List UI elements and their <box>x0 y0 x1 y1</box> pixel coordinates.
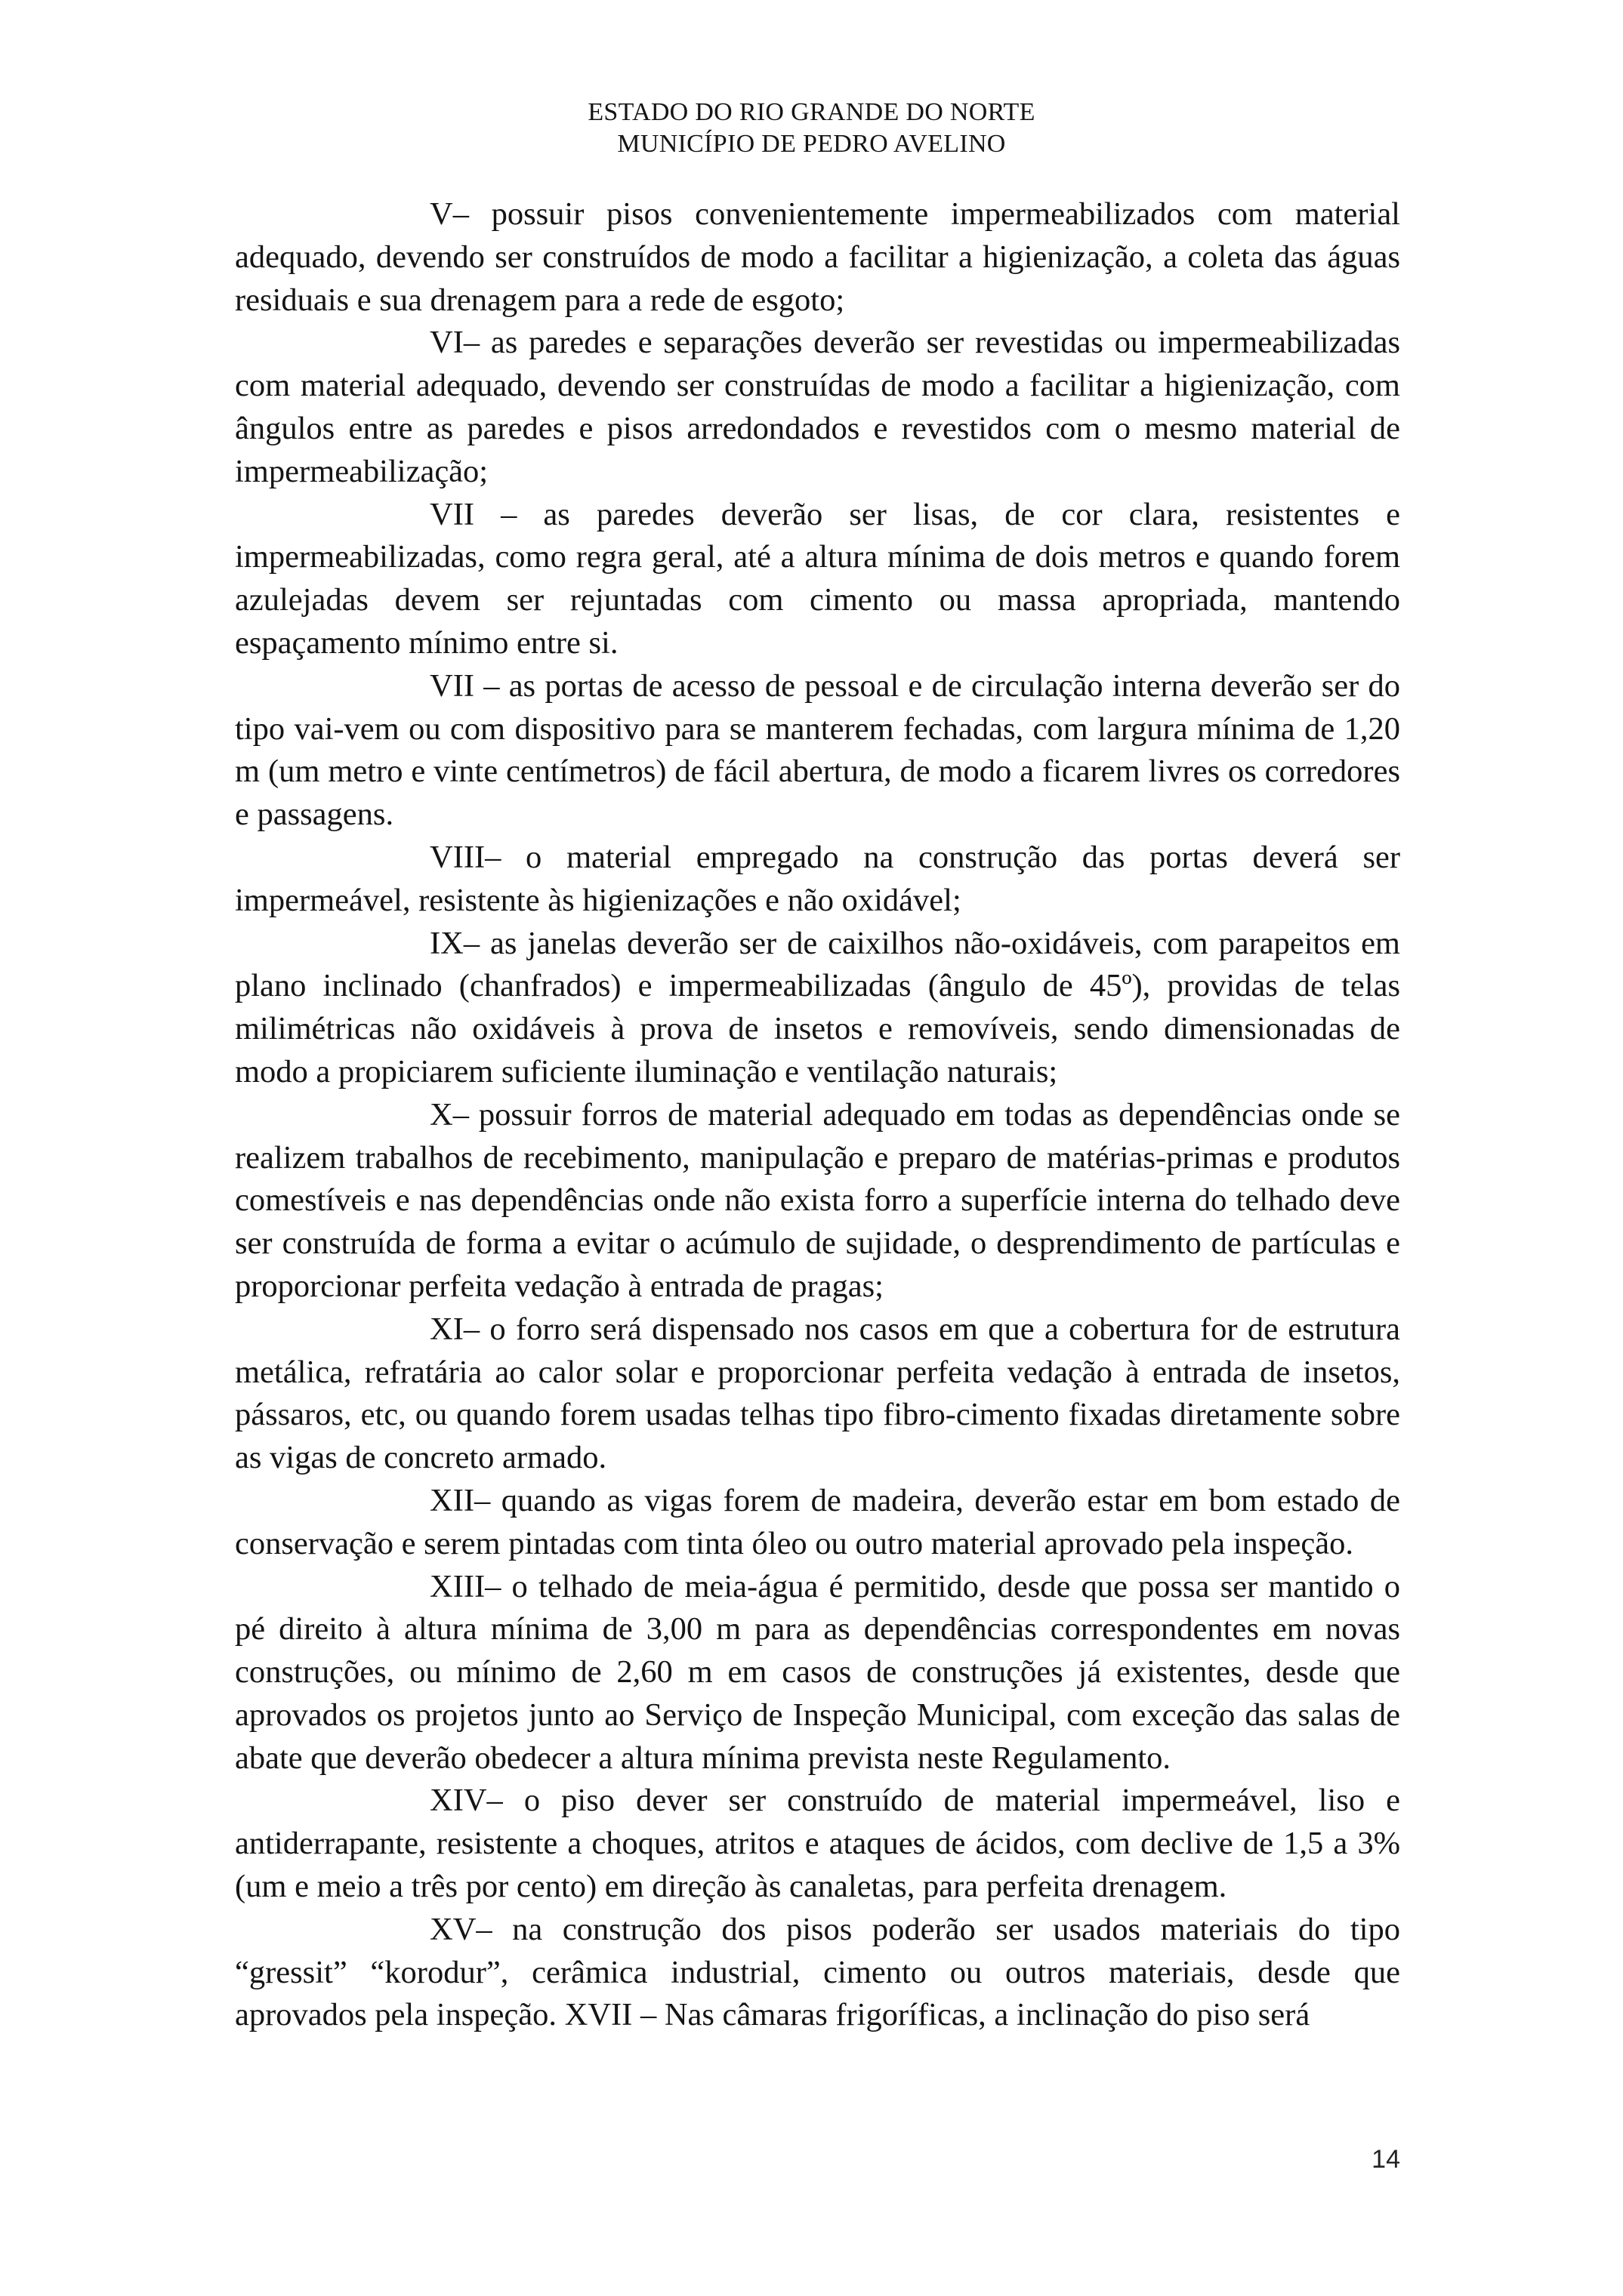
paragraph-item-xv: XV– na construção dos pisos poderão ser usados materiais do tipo “gressit” “korodur”, cerâmica industrial, cimento ou outros materiais, desde que aprovados pela inspeção. XVII – Nas câmaras frigoríficas, a inclinação do piso será <box>235 1911 1400 2033</box>
paragraph-item-viii: VIII– o material empregado na construção das portas deverá ser impermeável, resistente às higienizações e não oxidável; <box>235 839 1400 918</box>
paragraph-item-xiii: XIII– o telhado de meia-água é permitido, desde que possa ser mantido o pé direito à altura mínima de 3,00 m para as dependências correspondentes em novas construções, ou mínimo de 2,60 m em casos de construções já existentes, desde que aprovados os projetos junto ao Serviço de Inspeção Municipal, com exceção das salas de abate que deverão obedecer a altura mínima prevista neste Regulamento. <box>235 1568 1400 1776</box>
paragraph-item-xi: XI– o forro será dispensado nos casos em que a cobertura for de estrutura metálica, refratária ao calor solar e proporcionar perfeita vedação à entrada de insetos, pássaros, etc, ou quando forem usadas telhas tipo fibro-cimento fixadas diretamente sobre as vigas de concreto armado. <box>235 1311 1400 1476</box>
document-header <box>0 97 1623 160</box>
header-state-line: ESTADO DO RIO GRANDE DO NORTE <box>588 98 1035 126</box>
document-body <box>235 193 1400 2037</box>
page-number: 14 <box>1372 2145 1400 2174</box>
paragraph-item-x: X– possuir forros de material adequado em todas as dependências onde se realizem trabalhos de recebimento, manipulação e preparo de matérias-primas e produtos comestíveis e nas dependências onde não exista forro a superfície interna do telhado deve ser construída de forma a evitar o acúmulo de sujidade, o desprendimento de partículas e proporcionar perfeita vedação à entrada de pragas; <box>235 1096 1400 1304</box>
paragraph-item-vii-doors: VII – as portas de acesso de pessoal e de circulação interna deverão ser do tipo vai-vem ou com dispositivo para se manterem fechadas, com largura mínima de 1,20 m (um metro e vinte centímetros) de fácil abertura, de modo a ficarem livres os corredores e passagens. <box>235 667 1400 833</box>
paragraph-item-vi: VI– as paredes e separações deverão ser revestidas ou impermeabilizadas com material adequado, devendo ser construídas de modo a facilitar a higienização, com ângulos entre as paredes e pisos arredondados e revestidos com o mesmo material de impermeabilização; <box>235 325 1400 489</box>
paragraph-item-xii: XII– quando as vigas forem de madeira, deverão estar em bom estado de conservação e serem pintadas com tinta óleo ou outro material aprovado pela inspeção. <box>235 1482 1400 1561</box>
paragraph-item-v: V– possuir pisos convenientemente impermeabilizados com material adequado, devendo ser construídos de modo a facilitar a higienização, a coleta das águas residuais e sua drenagem para a rede de esgoto; <box>235 196 1400 318</box>
paragraph-item-ix: IX– as janelas deverão ser de caixilhos não-oxidáveis, com parapeitos em plano inclinado (chanfrados) e impermeabilizadas (ângulo de 45º), providas de telas milimétricas não oxidáveis à prova de insetos e removíveis, sendo dimensionadas de modo a propiciarem suficiente iluminação e ventilação naturais; <box>235 925 1400 1089</box>
paragraph-item-xiv: XIV– o piso dever ser construído de material impermeável, liso e antiderrapante, resistente a choques, atritos e ataques de ácidos, com declive de 1,5 a 3% (um e meio a três por cento) em direção às canaletas, para perfeita drenagem. <box>235 1783 1400 1905</box>
header-municipality-line: MUNICÍPIO DE PEDRO AVELINO <box>617 130 1006 158</box>
paragraph-item-vii-walls: VII – as paredes deverão ser lisas, de cor clara, resistentes e impermeabilizadas, como regra geral, até a altura mínima de dois metros e quando forem azulejadas devem ser rejuntadas com cimento ou massa apropriada, mantendo espaçamento mínimo entre si. <box>235 496 1400 661</box>
